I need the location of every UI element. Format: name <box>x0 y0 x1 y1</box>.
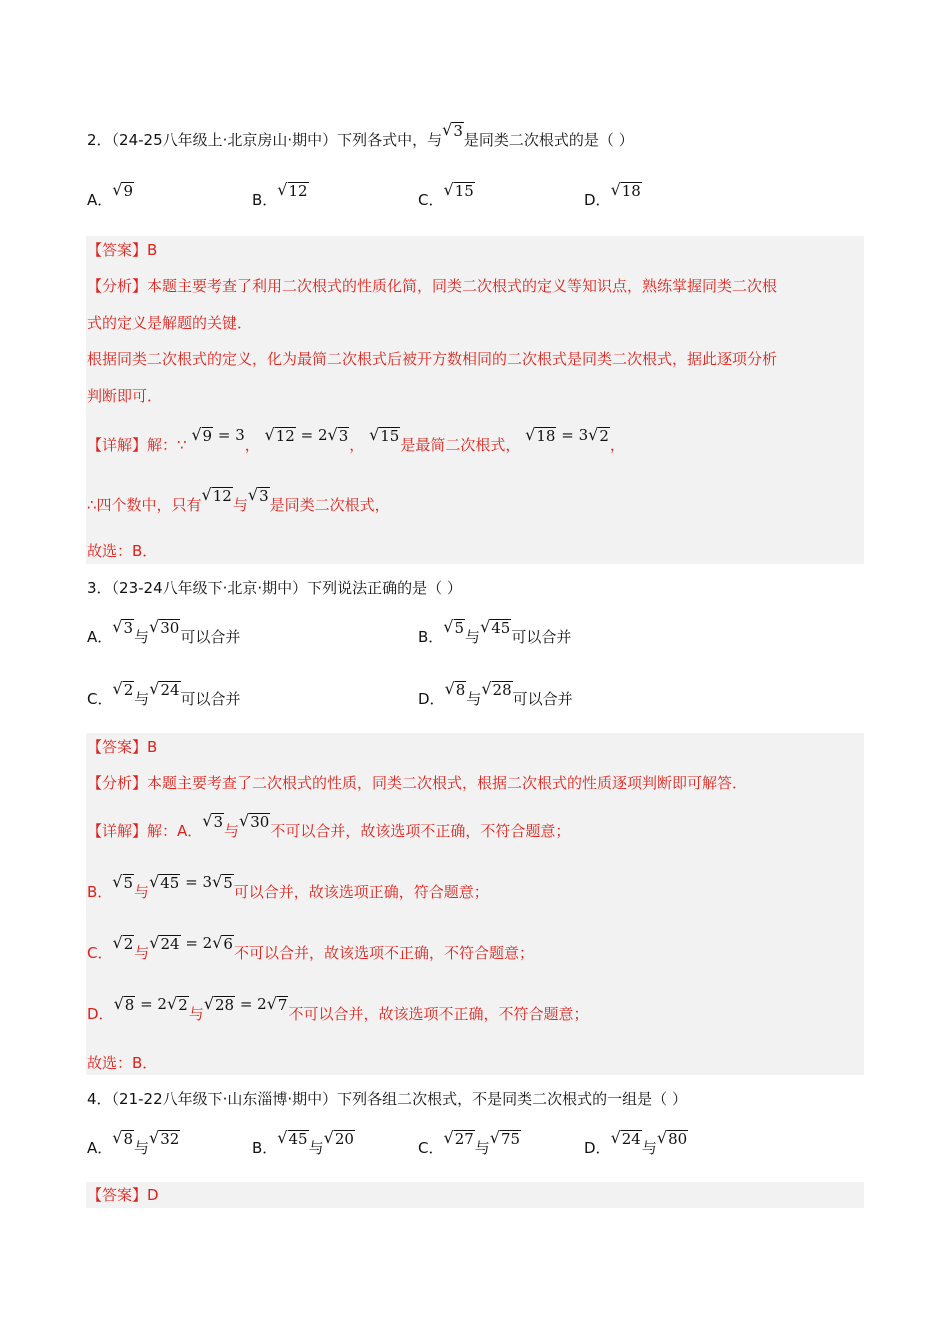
sqrt-expression: √ 80 <box>656 1128 688 1148</box>
q4-stem: 4．（21-22八年级下·山东淄博·期中）下列各组二次根式，不是同类二次根式的一组是（ ） <box>87 1090 687 1108</box>
sqrt-expression: √ 9 <box>112 180 134 200</box>
sqrt-expression: √ 27 <box>443 1128 474 1148</box>
math-expression: √ 18 = 3 √ 2 <box>525 425 609 445</box>
q4-option-a[interactable]: A． √ 8 与 √ 32 <box>87 1128 180 1157</box>
q2-answer: 【答案】B <box>87 241 158 259</box>
q2-detail: 【详解】解：∵ √ 9 = 3， √ 12 = 2 √ 3 ， √ 15 是最简二次根式， √ 18 = 3 √ 2 ， <box>87 425 625 454</box>
q3-option-b[interactable]: B． √ 5 与 √ 45 可以合并 <box>418 617 572 646</box>
sqrt-expression: √ 18 <box>610 180 641 200</box>
q4-option-b[interactable]: B． √ 45 与 √ 20 <box>252 1128 354 1157</box>
q3-detail-a: 【详解】解：A． √ 3 与 √ 30 不可以合并，故该选项不正确，不符合题意； <box>87 811 571 840</box>
sqrt-expression: √ 2 <box>112 933 134 953</box>
sqrt-expression: √ 30 <box>149 617 180 637</box>
q2-stem <box>87 120 634 150</box>
sqrt-expression: √ 12 <box>277 180 308 200</box>
q4-option-c[interactable]: C． √ 27 与 √ 75 <box>418 1128 521 1157</box>
math-expression: √ 28 = 2 √ 7 <box>203 994 288 1014</box>
sqrt-expression: √ 2 <box>112 679 134 699</box>
q2-option-a[interactable]: A． √ 9 <box>87 180 134 209</box>
sqrt-expression: √ 15 <box>443 180 474 200</box>
sqrt-expression: √ 8 <box>112 1128 134 1148</box>
sqrt-expression: √ 45 <box>480 617 511 637</box>
sqrt-expression: √ 5 <box>112 872 134 892</box>
q3-option-a[interactable]: A． √ 3 与 √ 30 可以合并 <box>87 617 241 646</box>
sqrt-expression: √ 75 <box>489 1128 521 1148</box>
q3-answer: 【答案】B <box>87 738 158 756</box>
q2-option-b[interactable]: B． √ 12 <box>252 180 308 209</box>
sqrt-expression: √ 32 <box>149 1128 180 1148</box>
sqrt-expression: √ 3 <box>442 120 463 140</box>
q2-analysis-4: 判断即可． <box>87 387 163 405</box>
sqrt-expression: √ 24 <box>610 1128 641 1148</box>
math-expression: √ 15 <box>369 425 400 445</box>
sqrt-expression: √ 24 <box>149 679 180 699</box>
sqrt-expression: √ 12 <box>201 485 232 505</box>
sqrt-expression: √ 3 <box>112 617 134 637</box>
math-expression: √ 9 = 3 <box>191 425 245 445</box>
q3-stem: 3．（23-24八年级下·北京·期中）下列说法正确的是（ ） <box>87 579 462 597</box>
q3-detail-b: B． √ 5 与 √ 45 = 3 √ 5 可以合并，故该选项正确，符合题意； <box>87 872 489 901</box>
sqrt-expression: √ 3 <box>247 485 269 505</box>
q4-answer: 【答案】D <box>87 1186 159 1204</box>
q2-option-c[interactable]: C． √ 15 <box>418 180 474 209</box>
q3-detail-c: C． √ 2 与 √ 24 = 2 √ 6 不可以合并，故该选项不正确，不符合题意； <box>87 933 534 962</box>
q4-solution-panel <box>86 1182 864 1208</box>
sqrt-expression: √ 45 <box>277 1128 308 1148</box>
sqrt-expression: √ 5 <box>443 617 465 637</box>
q2-analysis-1: 【分析】本题主要考查了利用二次根式的性质化简，同类二次根式的定义等知识点，熟练掌握同类二次根 <box>87 277 778 295</box>
q2-analysis-3: 根据同类二次根式的定义，化为最简二次根式后被开方数相同的二次根式是同类二次根式，据此逐项分析 <box>87 350 778 368</box>
q2-option-d[interactable]: D． √ 18 <box>584 180 641 209</box>
q2-stem-prefix: 2．（24-25八年级上·北京房山·期中）下列各式中，与 <box>87 131 443 149</box>
q3-option-d[interactable]: D． √ 8 与 √ 28 可以合并 <box>418 679 573 708</box>
sqrt-expression: √ 3 <box>202 811 224 831</box>
q3-option-c[interactable]: C． √ 2 与 √ 24 可以合并 <box>87 679 241 708</box>
math-expression: √ 24 = 2 √ 6 <box>149 933 233 953</box>
q3-detail-d: D． √ 8 = 2 √ 2 与 √ 28 = 2 √ 7 不可以合并，故该选项不正确，不符合题意； <box>87 994 589 1023</box>
q2-choose: 故选：B． <box>87 542 158 560</box>
q2-analysis-2: 式的定义是解题的关键． <box>87 314 253 332</box>
q3-analysis: 【分析】本题主要考查了二次根式的性质，同类二次根式，根据二次根式的性质逐项判断即可解答． <box>87 774 748 792</box>
q3-choose: 故选：B． <box>87 1054 158 1072</box>
q2-conclusion: ∴四个数中，只有 √ 12 与 √ 3 是同类二次根式， <box>87 485 390 514</box>
math-expression: √ 45 = 3 √ 5 <box>149 872 233 892</box>
sqrt-expression: √ 30 <box>239 811 270 831</box>
q2-stem-suffix: 是同类二次根式的是（ ） <box>463 131 634 149</box>
q4-option-d[interactable]: D． √ 24 与 √ 80 <box>584 1128 688 1157</box>
math-expression: √ 12 = 2 √ 3 <box>264 425 349 445</box>
sqrt-expression: √ 8 <box>444 679 466 699</box>
math-expression: √ 8 = 2 √ 2 <box>113 994 188 1014</box>
sqrt-expression: √ 28 <box>481 679 512 699</box>
sqrt-expression: √ 20 <box>323 1128 354 1148</box>
